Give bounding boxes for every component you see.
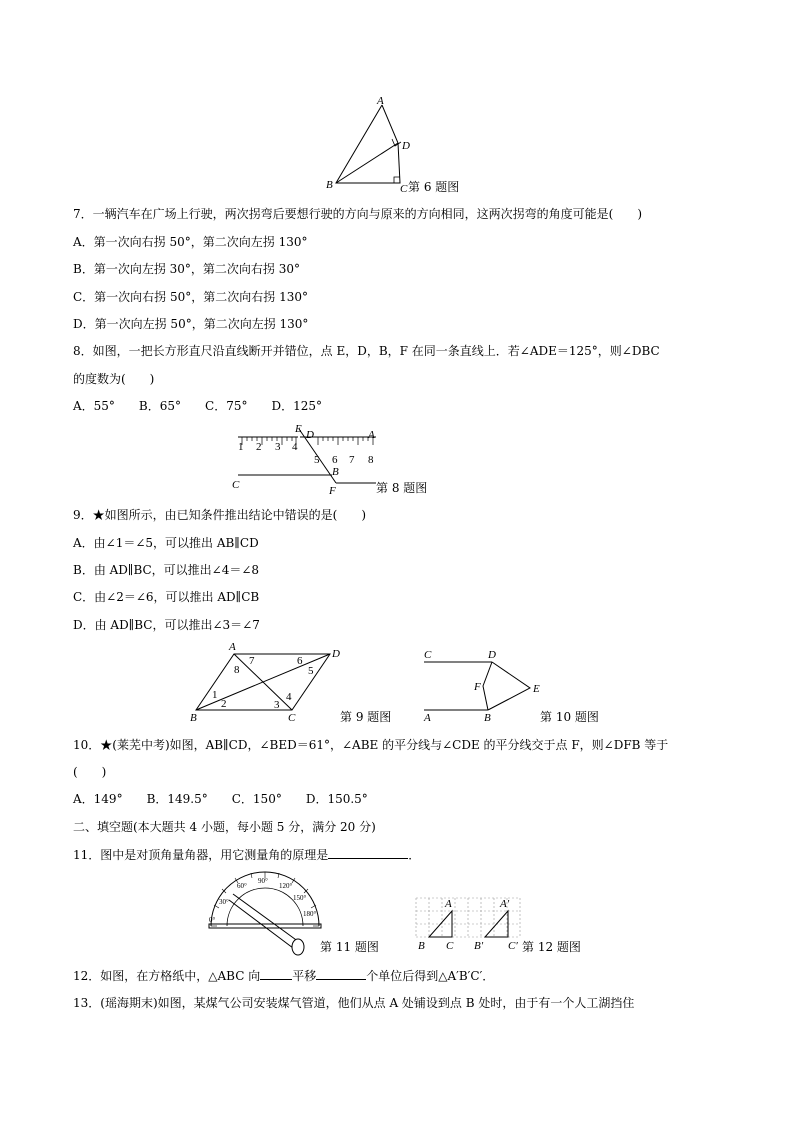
q7-option-c: C．第一次向右拐 50°，第二次向右拐 130° xyxy=(73,290,308,304)
q9-stem: 9．★如图所示，由已知条件推出结论中错误的是( ) xyxy=(73,508,367,522)
fig8-caption: 第 8 题图 xyxy=(376,481,428,495)
figure-10 xyxy=(420,645,550,725)
q12-direction-blank[interactable] xyxy=(260,968,292,980)
q12-stem-text-a: 12．如图，在方格纸中，△ABC 向 xyxy=(73,969,261,983)
fig10-label-C: C xyxy=(424,649,432,661)
q11-stem xyxy=(73,847,420,862)
fig11-scale-0: 0° xyxy=(209,916,216,924)
figure-6 xyxy=(320,95,490,195)
fig9-angle-8: 8 xyxy=(234,664,240,676)
fig6-triangle xyxy=(336,105,400,183)
fig11-scale-30: 30° xyxy=(219,898,229,906)
fig9-angle-7: 7 xyxy=(249,655,255,667)
q8-options: A．55° B．65° C．75° D．125° xyxy=(73,399,323,413)
fig8-label-A: A xyxy=(368,429,375,441)
fig9-angle-4: 4 xyxy=(286,691,292,703)
fig9-label-B: B xyxy=(190,712,197,724)
fig8-label-B: B xyxy=(332,466,339,478)
fig11-scale-150: 150° xyxy=(293,894,307,902)
fig10-label-F: F xyxy=(474,681,481,693)
q7-option-b: B．第一次向左拐 30°，第二次向右拐 30° xyxy=(73,262,300,276)
fig8-tick-1: 1 xyxy=(238,441,244,453)
q11-answer-blank[interactable] xyxy=(328,847,408,859)
q9-option-d: D．由 AD∥BC，可以推出∠3＝∠7 xyxy=(73,618,260,632)
fig9-angle-6: 6 xyxy=(297,655,303,667)
fig9-label-A: A xyxy=(229,641,236,653)
fig10-label-B: B xyxy=(484,712,491,724)
figure-12 xyxy=(412,896,522,956)
fig10-label-E: E xyxy=(533,683,540,695)
q11-stem-end: ． xyxy=(408,848,421,862)
fig11-pivot xyxy=(292,939,304,955)
fig9-label-D: D xyxy=(332,648,340,660)
fig9-angle-3: 3 xyxy=(274,699,280,711)
fig9-diagonal-BD xyxy=(196,654,330,710)
fig12-label-A: A xyxy=(445,898,452,910)
fig12-label-B: B xyxy=(418,940,425,952)
fig8-tick-7: 7 xyxy=(349,454,355,466)
fig6-label-B: B xyxy=(326,179,333,191)
fig12-caption: 第 12 题图 xyxy=(522,940,581,954)
q10-options: A．149° B．149.5° C．150° D．150.5° xyxy=(73,792,368,806)
fig12-label-C-prime: C′ xyxy=(508,940,518,952)
q12-units-blank[interactable] xyxy=(316,968,366,980)
fig8-tick-4: 4 xyxy=(292,441,298,453)
q9-option-b: B．由 AD∥BC，可以推出∠4＝∠8 xyxy=(73,563,260,577)
fig11-scale-60: 60° xyxy=(237,882,247,890)
fig6-label-D: D xyxy=(402,140,410,152)
fig8-tick-8: 8 xyxy=(368,454,374,466)
fig12-label-A-prime: A′ xyxy=(500,898,510,910)
fig10-label-A: A xyxy=(424,712,431,724)
fig8-tick-6: 6 xyxy=(332,454,338,466)
q9-option-a: A．由∠1＝∠5，可以推出 AB∥CD xyxy=(73,536,259,550)
fig11-arm-upper xyxy=(233,894,299,942)
fig6-label-A: A xyxy=(377,95,384,107)
fig9-caption: 第 9 题图 xyxy=(340,710,392,724)
fig9-angle-5: 5 xyxy=(308,665,314,677)
fig10-label-D: D xyxy=(488,649,496,661)
fig6-caption: 第 6 题图 xyxy=(408,180,460,194)
fig10-path-DEB xyxy=(488,662,530,710)
fig9-angle-2: 2 xyxy=(221,698,227,710)
fig9-angle-1: 1 xyxy=(212,689,218,701)
section-2-heading: 二、填空题(本大题共 4 小题，每小题 5 分，满分 20 分) xyxy=(73,820,376,834)
q7-option-d: D．第一次向左拐 50°，第二次向左拐 130° xyxy=(73,317,309,331)
fig8-label-F: F xyxy=(329,485,336,497)
fig12-label-B-prime: B′ xyxy=(474,940,484,952)
q10-stem-line2: ( ) xyxy=(73,765,107,779)
fig12-label-C: C xyxy=(446,940,454,952)
fig8-label-E: E xyxy=(295,423,302,435)
figure-9 xyxy=(186,640,346,725)
q8-stem-line2: 的度数为( ) xyxy=(73,372,155,386)
fig8-tick-3: 3 xyxy=(275,441,281,453)
q12-stem-text-b: 平移 xyxy=(292,969,317,983)
q11-stem-text: 11．图中是对顶角量角器，用它测量角的原理是 xyxy=(73,848,329,862)
fig10-caption: 第 10 题图 xyxy=(540,710,599,724)
fig11-scale-120: 120° xyxy=(279,882,293,890)
q13-stem: 13．(瑶海期末)如图，某煤气公司安装煤气管道，他们从点 A 处铺设到点 B 处时，由于有一个人工湖挡住 xyxy=(73,996,635,1010)
q7-stem: 7．一辆汽车在广场上行驶，两次拐弯后要想行驶的方向与原来的方向相同，这两次拐弯的角度可能是( ) xyxy=(73,207,643,221)
fig8-label-C: C xyxy=(232,479,240,491)
fig11-scale-90: 90° xyxy=(258,877,268,885)
fig9-label-C: C xyxy=(288,712,296,724)
fig8-label-D: D xyxy=(306,429,314,441)
fig6-segment-BD xyxy=(336,143,398,183)
q9-option-c: C．由∠2＝∠6，可以推出 AD∥CB xyxy=(73,590,260,604)
q10-stem-line1: 10．★(莱芜中考)如图，AB∥CD，∠BED＝61°，∠ABE 的平分线与∠CDE 的平分线交于点 F，则∠DFB 等于 xyxy=(73,738,669,752)
figure-11 xyxy=(205,868,330,958)
fig6-label-C: C xyxy=(400,183,408,195)
fig10-path-DFB xyxy=(483,662,492,710)
q12-stem-text-c: 个单位后得到△A′B′C′． xyxy=(366,969,495,983)
q8-stem-line1: 8．如图，一把长方形直尺沿直线断开并错位，点 E，D，B，F 在同一条直线上．若∠ADE＝125°，则∠DBC xyxy=(73,344,660,358)
q7-option-a: A．第一次向右拐 50°，第二次向左拐 130° xyxy=(73,235,308,249)
fig11-caption: 第 11 题图 xyxy=(320,940,379,954)
fig8-tick-5: 5 xyxy=(314,454,320,466)
fig8-tick-2: 2 xyxy=(256,441,262,453)
fig11-scale-180: 180° xyxy=(303,910,317,918)
q12-stem xyxy=(73,968,494,983)
